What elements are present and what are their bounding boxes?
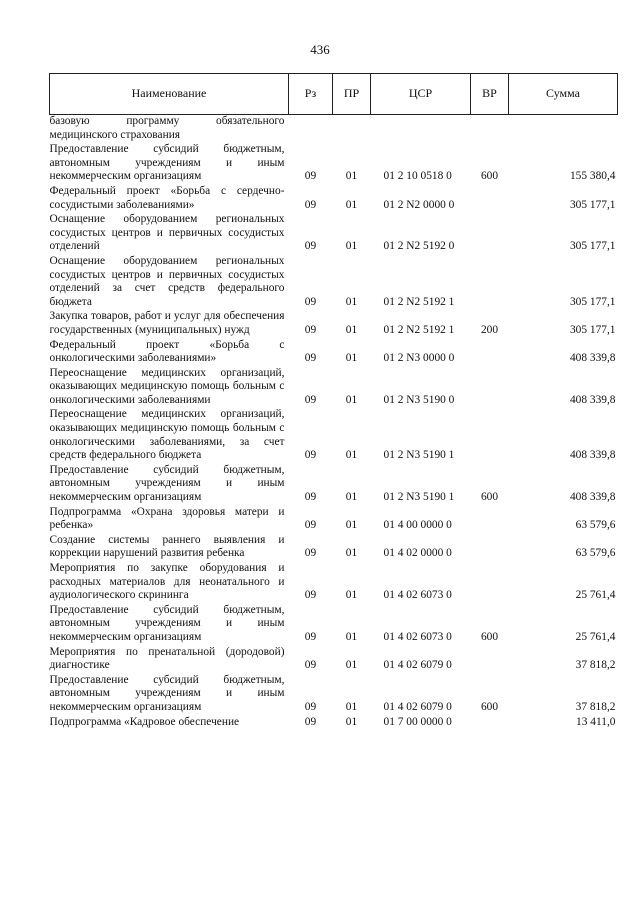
cell-pr: 01 — [345, 589, 358, 602]
table-row — [50, 367, 618, 409]
cell-name: Подпрограмма «Кадровое обеспечение — [49, 715, 240, 728]
cell-rz: 09 — [304, 352, 317, 365]
cell-sum: 25 761,4 — [575, 630, 616, 643]
header-rz: Рз — [289, 74, 333, 115]
cell-pr: 01 — [345, 198, 358, 211]
cell-pr: 01 — [345, 659, 358, 672]
cell-csr: 01 7 00 0000 0 — [383, 715, 452, 728]
table-row — [50, 464, 618, 506]
header-row — [50, 74, 618, 115]
cell-sum: 408 339,8 — [569, 449, 616, 462]
table-row — [50, 604, 618, 646]
table-row — [50, 213, 618, 255]
cell-sum: 305 177,1 — [569, 198, 616, 211]
cell-csr: 01 4 02 6073 0 — [383, 589, 452, 602]
cell-csr: 01 2 10 0518 0 — [383, 170, 452, 183]
cell-pr: 01 — [345, 547, 358, 560]
header-pr: ПР — [333, 74, 371, 115]
cell-rz: 09 — [304, 519, 317, 532]
cell-vr: 200 — [480, 323, 499, 336]
cell-vr — [471, 185, 509, 213]
cell-sum: 25 761,4 — [575, 589, 616, 602]
cell-csr: 01 2 N2 5192 1 — [383, 323, 455, 336]
cell-rz: 09 — [304, 659, 317, 672]
cell-sum: 37 818,2 — [575, 700, 616, 713]
cell-csr: 01 2 N2 5192 1 — [383, 295, 455, 308]
cell-pr — [333, 115, 371, 144]
cell-vr — [471, 213, 509, 255]
header-name: Наименование — [50, 74, 289, 115]
cell-csr: 01 4 00 0000 0 — [383, 519, 452, 532]
cell-name: Федеральный проект «Борьба с сердечно-сосудистыми заболеваниями» — [49, 184, 285, 211]
cell-vr: 600 — [480, 170, 499, 183]
cell-name: Переоснащение медицинских организаций, оказывающих медицинскую помощь больным с онкологическими заболеваниями — [49, 366, 285, 406]
cell-name: Мероприятия по закупке оборудования и расходных материалов для неонатального и аудиологического скрининга — [49, 562, 285, 602]
cell-vr: 600 — [480, 491, 499, 504]
cell-vr — [471, 562, 509, 604]
cell-pr: 01 — [345, 700, 358, 713]
cell-rz: 09 — [304, 393, 317, 406]
cell-sum: 408 339,8 — [569, 491, 616, 504]
cell-rz: 09 — [304, 715, 317, 728]
cell-rz: 09 — [304, 491, 317, 504]
table-row — [50, 310, 618, 338]
cell-pr: 01 — [345, 519, 358, 532]
cell-csr: 01 2 N2 0000 0 — [383, 198, 455, 211]
table-body — [50, 115, 618, 731]
cell-csr: 01 4 02 6073 0 — [383, 630, 452, 643]
cell-sum: 37 818,2 — [575, 659, 616, 672]
cell-sum: 13 411,0 — [576, 715, 616, 728]
cell-pr: 01 — [345, 352, 358, 365]
cell-sum: 408 339,8 — [569, 393, 616, 406]
cell-vr — [471, 367, 509, 409]
table-row — [50, 143, 618, 185]
cell-name: Переоснащение медицинских организаций, оказывающих медицинскую помощь больным с онкологическими заболеваниями, за счет средств федерального бюджета — [49, 408, 285, 462]
cell-name: Оснащение оборудованием региональных сосудистых центров и первичных сосудистых отделений — [49, 213, 285, 253]
table-row — [50, 534, 618, 562]
cell-rz: 09 — [304, 323, 317, 336]
cell-vr: 600 — [480, 700, 499, 713]
header-sum: Сумма — [509, 74, 618, 115]
cell-sum: 63 579,6 — [575, 519, 616, 532]
cell-pr: 01 — [345, 393, 358, 406]
cell-pr: 01 — [345, 630, 358, 643]
cell-pr: 01 — [345, 449, 358, 462]
cell-vr — [471, 646, 509, 674]
cell-csr: 01 4 02 0000 0 — [383, 547, 452, 560]
cell-sum — [509, 115, 618, 144]
cell-name: Мероприятия по пренатальной (дородовой) диагностике — [49, 645, 285, 672]
cell-vr — [471, 255, 509, 310]
cell-rz: 09 — [304, 170, 317, 183]
cell-sum: 305 177,1 — [569, 240, 616, 253]
cell-csr: 01 2 N3 5190 1 — [383, 449, 455, 462]
cell-rz: 09 — [304, 630, 317, 643]
cell-rz: 09 — [304, 240, 317, 253]
table-row — [50, 339, 618, 367]
header-vr: ВР — [471, 74, 509, 115]
cell-name: Предоставление субсидий бюджетным, автономным учреждениям и иным некоммерческим организациям — [49, 143, 285, 183]
cell-vr — [471, 339, 509, 367]
cell-vr — [471, 534, 509, 562]
cell-name: Подпрограмма «Охрана здоровья матери и ребенка» — [49, 505, 285, 532]
cell-csr — [371, 115, 471, 144]
cell-rz — [289, 115, 333, 144]
cell-pr: 01 — [345, 491, 358, 504]
cell-csr: 01 4 02 6079 0 — [383, 659, 452, 672]
cell-name: Предоставление субсидий бюджетным, автономным учреждениям и иным некоммерческим организациям — [49, 463, 285, 504]
cell-csr: 01 2 N3 0000 0 — [383, 352, 455, 365]
cell-sum: 63 579,6 — [575, 547, 616, 560]
page-number: 436 — [310, 42, 330, 57]
cell-csr: 01 2 N3 5190 1 — [383, 491, 455, 504]
table-header — [50, 74, 618, 115]
cell-name: Предоставление субсидий бюджетным, автономным учреждениям и иным некоммерческим организациям — [49, 603, 285, 643]
header-csr: ЦСР — [371, 74, 471, 115]
cell-name: Создание системы раннего выявления и коррекции нарушений развития ребенка — [49, 533, 285, 560]
table-row — [50, 115, 618, 144]
cell-csr: 01 2 N2 5192 0 — [383, 240, 455, 253]
table-row — [50, 716, 618, 731]
table-row — [50, 408, 618, 463]
table-row — [50, 646, 618, 674]
cell-name: Закупка товаров, работ и услуг для обеспечения государственных (муниципальных) нужд — [49, 310, 285, 336]
budget-table — [49, 73, 618, 730]
cell-rz: 09 — [304, 449, 317, 462]
table-row — [50, 185, 618, 213]
cell-csr: 01 2 N3 5190 0 — [383, 393, 455, 406]
cell-rz: 09 — [304, 295, 317, 308]
table-row — [50, 674, 618, 716]
cell-vr — [471, 408, 509, 463]
cell-sum: 305 177,1 — [569, 323, 616, 336]
cell-sum: 408 339,8 — [569, 352, 616, 365]
cell-name: Оснащение оборудованием региональных сосудистых центров и первичных сосудистых отделений за счет средств федерального бюджета — [49, 254, 285, 308]
cell-pr: 01 — [345, 240, 358, 253]
cell-vr — [471, 716, 509, 731]
cell-pr: 01 — [345, 295, 358, 308]
cell-rz: 09 — [304, 547, 317, 560]
cell-vr — [471, 506, 509, 534]
cell-pr: 01 — [345, 323, 358, 336]
cell-vr — [471, 115, 509, 144]
cell-csr: 01 4 02 6079 0 — [383, 700, 452, 713]
table-row — [50, 255, 618, 310]
cell-pr: 01 — [345, 170, 358, 183]
table-row — [50, 562, 618, 604]
cell-rz: 09 — [304, 589, 317, 602]
cell-sum: 155 380,4 — [569, 170, 616, 183]
cell-rz: 09 — [304, 700, 317, 713]
budget-table-container — [49, 73, 617, 730]
cell-name: Федеральный проект «Борьба с онкологическими заболеваниями» — [49, 338, 285, 365]
cell-rz: 09 — [304, 198, 317, 211]
cell-pr: 01 — [345, 715, 358, 728]
cell-name: Предоставление субсидий бюджетным, автономным учреждениям и иным некоммерческим организациям — [49, 673, 285, 713]
table-row — [50, 506, 618, 534]
cell-name: базовую программу обязательного медицинского страхования — [49, 115, 285, 141]
cell-sum: 305 177,1 — [569, 295, 616, 308]
cell-vr: 600 — [480, 630, 499, 643]
